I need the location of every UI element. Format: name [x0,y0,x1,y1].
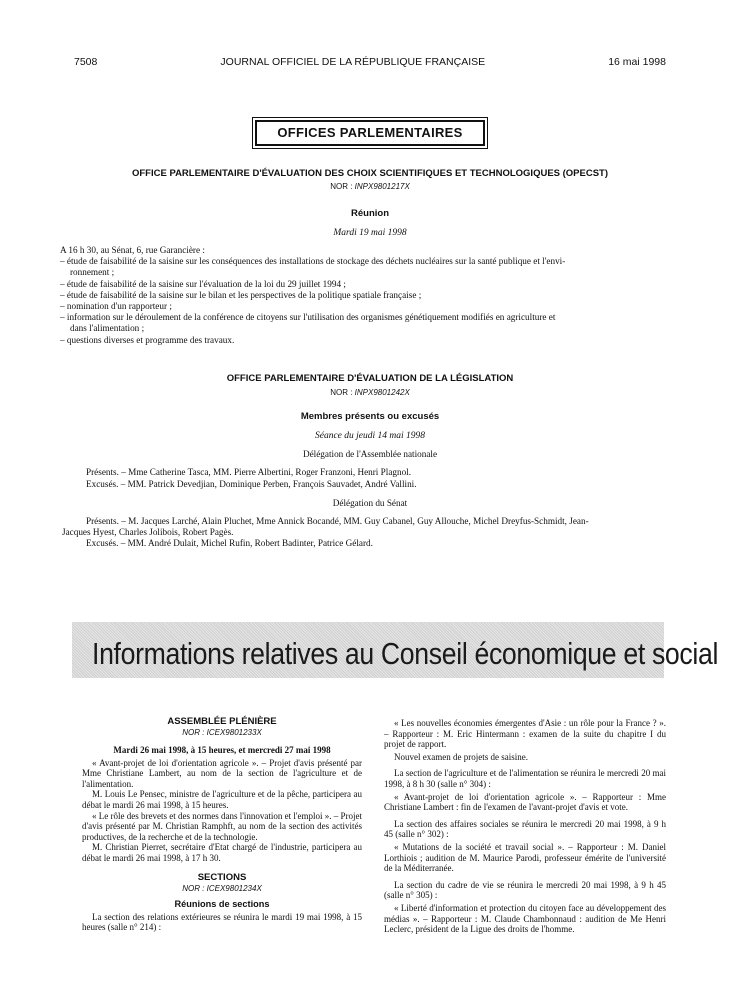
delegation-an-heading: Délégation de l'Assemblée nationale [302,449,438,459]
legislation-title: OFFICE PARLEMENTAIRE D'ÉVALUATION DE LA LÉGISLATION [226,373,514,384]
agenda-line: – nomination d'un rapporteur ; [60,301,172,312]
agenda-line: – information sur le déroulement de la conférence de citoyens sur l'utilisation des organismes génétiquement modifiés en agriculture et [60,312,556,323]
page-number: 7508 [74,56,98,68]
paragraph: « Avant-projet de loi d'orientation agricole ». – Rapporteur : Mme Christiane Lambert : fin de l'examen de l'avant-projet d'avis et vote. [384,791,666,813]
agenda-line: – étude de faisabilité de la saisine sur le bilan et les perspectives de la politique spatiale française ; [60,289,422,300]
plenary-dates: Mardi 26 mai 1998, à 15 heures, et mercredi 27 mai 1998 [113,745,331,755]
paragraph: « Les nouvelles économies émergentes d'Asie : un rôle pour la France ? ». – Rapporteur : M. Eric Hintermann : examen de la suite du chapitre I du projet de rapport. [384,718,666,750]
paragraph: La section du cadre de vie se réunira le mercredi 20 mai 1998, à 9 h 45 (salle n° 305) : [384,879,666,901]
an-presents: Présents. – Mme Catherine Tasca, MM. Pierre Albertini, Roger Franzoni, Henri Plagnol. [86,467,412,477]
paragraph: « Avant-projet de loi d'orientation agricole ». – Projet d'avis présenté par Mme Christiane Lambert, au nom de la section de l'agriculture et de l'alimentation. [82,757,362,789]
agenda-line: – étude de faisabilité de la saisine sur l'évaluation de la loi du 29 juillet 1994 ; [60,278,346,289]
agenda-line: – questions diverses et programme des travaux. [60,334,235,345]
senat-presents-cont: Jacques Hyest, Charles Jolibois, Robert Pagès. [62,527,234,537]
paragraph: « Le rôle des brevets et des normes dans l'innovation et l'emploi ». – Projet d'avis présenté par M. Christian Ramphft, au nom de la section des activités productives, de la recherche et de la technologie. [82,810,362,842]
agenda-line: A 16 h 30, au Sénat, 6, rue Garancière : [60,245,205,255]
agenda-line: – étude de faisabilité de la saisine sur les conséquences des installations de stockage des déchets nucléaires sur la santé publique et l'envi- [60,256,566,267]
reunions-heading: Réunions de sections [174,898,270,909]
sections-heading: SECTIONS [197,871,247,883]
paragraph: M. Louis Le Pensec, ministre de l'agriculture et de la pêche, participera au débat le mardi 26 mai 1998, à 15 heures. [82,789,362,810]
paragraph: M. Christian Pierret, secrétaire d'Etat chargé de l'industrie, participera au débat le mardi 26 mai 1998, à 17 h 30. [82,842,362,863]
paragraph: Nouvel examen de projets de saisine. [394,751,528,762]
issue-date: 16 mai 1998 [608,56,666,68]
members-heading: Membres présents ou excusés [300,411,440,422]
opecst-title: OFFICE PARLEMENTAIRE D'ÉVALUATION DES CHOIX SCIENTIFIQUES ET TECHNOLOGIQUES (OPECST) [131,168,609,179]
paragraph: « Mutations de la société et travail social ». – Rapporteur : M. Daniel Lorthiois ; audition de M. Maurice Parodi, professeur émérite de l'université de la Méditerranée. [384,841,666,874]
plenary-heading: ASSEMBLÉE PLÉNIÈRE [167,716,277,727]
delegation-senat-heading: Délégation du Sénat [332,498,408,508]
senat-presents: Présents. – M. Jacques Larché, Alain Pluchet, Mme Annick Bocandé, MM. Guy Cabanel, Guy Allouche, Michel Dreyfus-Schmidt, Jean- [86,516,589,526]
agenda-line: ronnement ; [70,267,115,278]
nor-value: INPX9801242X [354,388,410,397]
paragraph: La section des affaires sociales se réunira le mercredi 20 mai 1998, à 9 h 45 (salle n° 302) : [384,818,666,840]
meeting-date: Mardi 19 mai 1998 [333,228,407,238]
seance-date: Séance du jeudi 14 mai 1998 [314,431,426,441]
agenda-list [60,245,666,346]
agenda-line: dans l'alimentation ; [70,323,145,334]
an-excuses: Excusés. – MM. Patrick Devedjian, Dominique Perben, François Sauvadet, André Vallini. [86,479,417,489]
nor-label: NOR : [330,182,353,191]
section-title-box: OFFICES PARLEMENTAIRES [255,120,485,146]
journal-title: JOURNAL OFFICIEL DE LA RÉPUBLIQUE FRANÇAISE [220,56,486,68]
plenary-nor: NOR : ICEX9801233X [182,728,262,737]
banner-title: Informations relatives au Conseil économique et social [92,636,719,671]
sections-nor: NOR : ICEX9801234X [182,883,262,893]
senat-excuses: Excusés. – MM. André Dulait, Michel Rufin, Robert Badinter, Patrice Gélard. [86,538,373,548]
left-column [82,716,362,933]
legislation-nor [74,388,666,397]
running-header [74,56,666,68]
nor-value: INPX9801217X [354,182,410,191]
paragraph: La section des relations extérieures se réunira le mardi 19 mai 1998, à 15 heures (salle n° 214) : [82,911,362,933]
right-column [384,718,666,935]
meeting-heading: Réunion [351,208,389,219]
nor-label: NOR : [330,388,353,397]
paragraph: « Liberté d'information et protection du citoyen face au développement des médias ». – Rapporteur : M. Claude Chambonnaud : audition de Me Henri Leclerc, président de la Ligue des droits de l'homme. [384,902,666,935]
opecst-nor [74,182,666,191]
paragraph: La section de l'agriculture et de l'alimentation se réunira le mercredi 20 mai 1998, à 8 h 30 (salle n° 304) : [384,768,666,789]
